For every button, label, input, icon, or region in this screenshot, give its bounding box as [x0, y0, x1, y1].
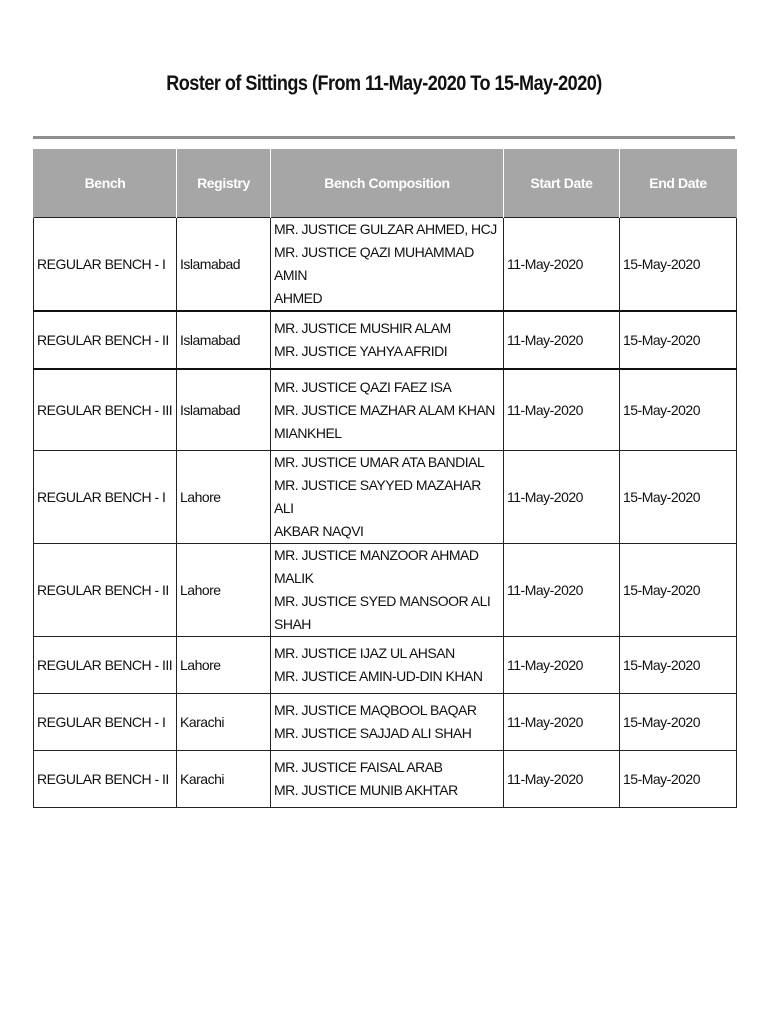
judge-name: MR. JUSTICE AMIN-UD-DIN KHAN [274, 668, 483, 684]
bench-composition-cell [271, 218, 504, 312]
table-row [34, 637, 737, 694]
column-header-registry: Registry [177, 149, 271, 218]
table-row [34, 369, 737, 451]
table-row [34, 311, 737, 369]
bench-cell: REGULAR BENCH - III [34, 369, 177, 451]
end-date-cell: 15-May-2020 [620, 637, 737, 694]
column-header-start-date: Start Date [504, 149, 620, 218]
table-row [34, 751, 737, 808]
start-date-cell: 11-May-2020 [504, 637, 620, 694]
column-header-bench: Bench [34, 149, 177, 218]
registry-cell: Islamabad [177, 218, 271, 312]
roster-table [33, 149, 737, 808]
table-row [34, 694, 737, 751]
bench-cell: REGULAR BENCH - I [34, 218, 177, 312]
end-date-cell: 15-May-2020 [620, 369, 737, 451]
bench-cell: REGULAR BENCH - I [34, 451, 177, 544]
bench-cell: REGULAR BENCH - II [34, 751, 177, 808]
judge-name: MR. JUSTICE SAJJAD ALI SHAH [274, 725, 472, 741]
registry-cell: Lahore [177, 544, 271, 637]
registry-cell: Lahore [177, 451, 271, 544]
judge-name: MR. JUSTICE MUNIB AKHTAR [274, 782, 458, 798]
judge-name: AHMED [274, 290, 323, 306]
judge-name: MR. JUSTICE MAZHAR ALAM KHAN [274, 401, 495, 418]
table-header-row [34, 149, 737, 218]
judge-name: MR. JUSTICE UMAR ATA BANDIAL [274, 454, 485, 470]
table-row [34, 451, 737, 544]
bench-composition-cell [271, 369, 504, 451]
start-date-cell: 11-May-2020 [504, 451, 620, 544]
start-date-cell: 11-May-2020 [504, 369, 620, 451]
registry-cell: Islamabad [177, 311, 271, 369]
judge-name: MR. JUSTICE GULZAR AHMED, HCJ [274, 221, 497, 237]
judge-name: AKBAR NAQVI [274, 523, 364, 539]
bench-cell: REGULAR BENCH - I [34, 694, 177, 751]
end-date-cell: 15-May-2020 [620, 451, 737, 544]
column-header-end-date: End Date [620, 149, 737, 218]
judge-name: MIANKHEL [274, 424, 342, 441]
judge-name: MR. JUSTICE SYED MANSOOR ALI SHAH [274, 593, 491, 632]
start-date-cell: 11-May-2020 [504, 694, 620, 751]
registry-cell: Lahore [177, 637, 271, 694]
judge-name: MR. JUSTICE YAHYA AFRIDI [274, 343, 448, 359]
end-date-cell: 15-May-2020 [620, 311, 737, 369]
judge-name: MR. JUSTICE MUSHIR ALAM [274, 320, 451, 336]
bench-composition-cell [271, 544, 504, 637]
end-date-cell: 15-May-2020 [620, 751, 737, 808]
start-date-cell: 11-May-2020 [504, 751, 620, 808]
judge-name: MR. JUSTICE QAZI MUHAMMAD AMIN [274, 244, 474, 283]
end-date-cell: 15-May-2020 [620, 218, 737, 312]
table-row [34, 544, 737, 637]
bench-composition-cell [271, 451, 504, 544]
end-date-cell: 15-May-2020 [620, 694, 737, 751]
bench-cell: REGULAR BENCH - II [34, 544, 177, 637]
bench-cell: REGULAR BENCH - II [34, 311, 177, 369]
start-date-cell: 11-May-2020 [504, 218, 620, 312]
end-date-cell: 15-May-2020 [620, 544, 737, 637]
page-title: Roster of Sittings (From 11-May-2020 To 15-May-2020) [166, 72, 602, 95]
bench-composition-cell [271, 751, 504, 808]
bench-cell: REGULAR BENCH - III [34, 637, 177, 694]
judge-name: MR. JUSTICE MANZOOR AHMAD MALIK [274, 547, 479, 586]
judge-name: MR. JUSTICE FAISAL ARAB [274, 759, 443, 775]
bench-composition-cell [271, 637, 504, 694]
start-date-cell: 11-May-2020 [504, 311, 620, 369]
start-date-cell: 11-May-2020 [504, 544, 620, 637]
table-row [34, 218, 737, 312]
judge-name: MR. JUSTICE MAQBOOL BAQAR [274, 702, 477, 718]
registry-cell: Karachi [177, 751, 271, 808]
registry-cell: Islamabad [177, 369, 271, 451]
title-divider [33, 136, 735, 139]
bench-composition-cell [271, 694, 504, 751]
judge-name: MR. JUSTICE SAYYED MAZAHAR ALI [274, 477, 481, 516]
judge-name: MR. JUSTICE IJAZ UL AHSAN [274, 645, 455, 661]
registry-cell: Karachi [177, 694, 271, 751]
bench-composition-cell [271, 311, 504, 369]
column-header-bench-composition: Bench Composition [271, 149, 504, 218]
judge-name: MR. JUSTICE QAZI FAEZ ISA [274, 378, 452, 395]
